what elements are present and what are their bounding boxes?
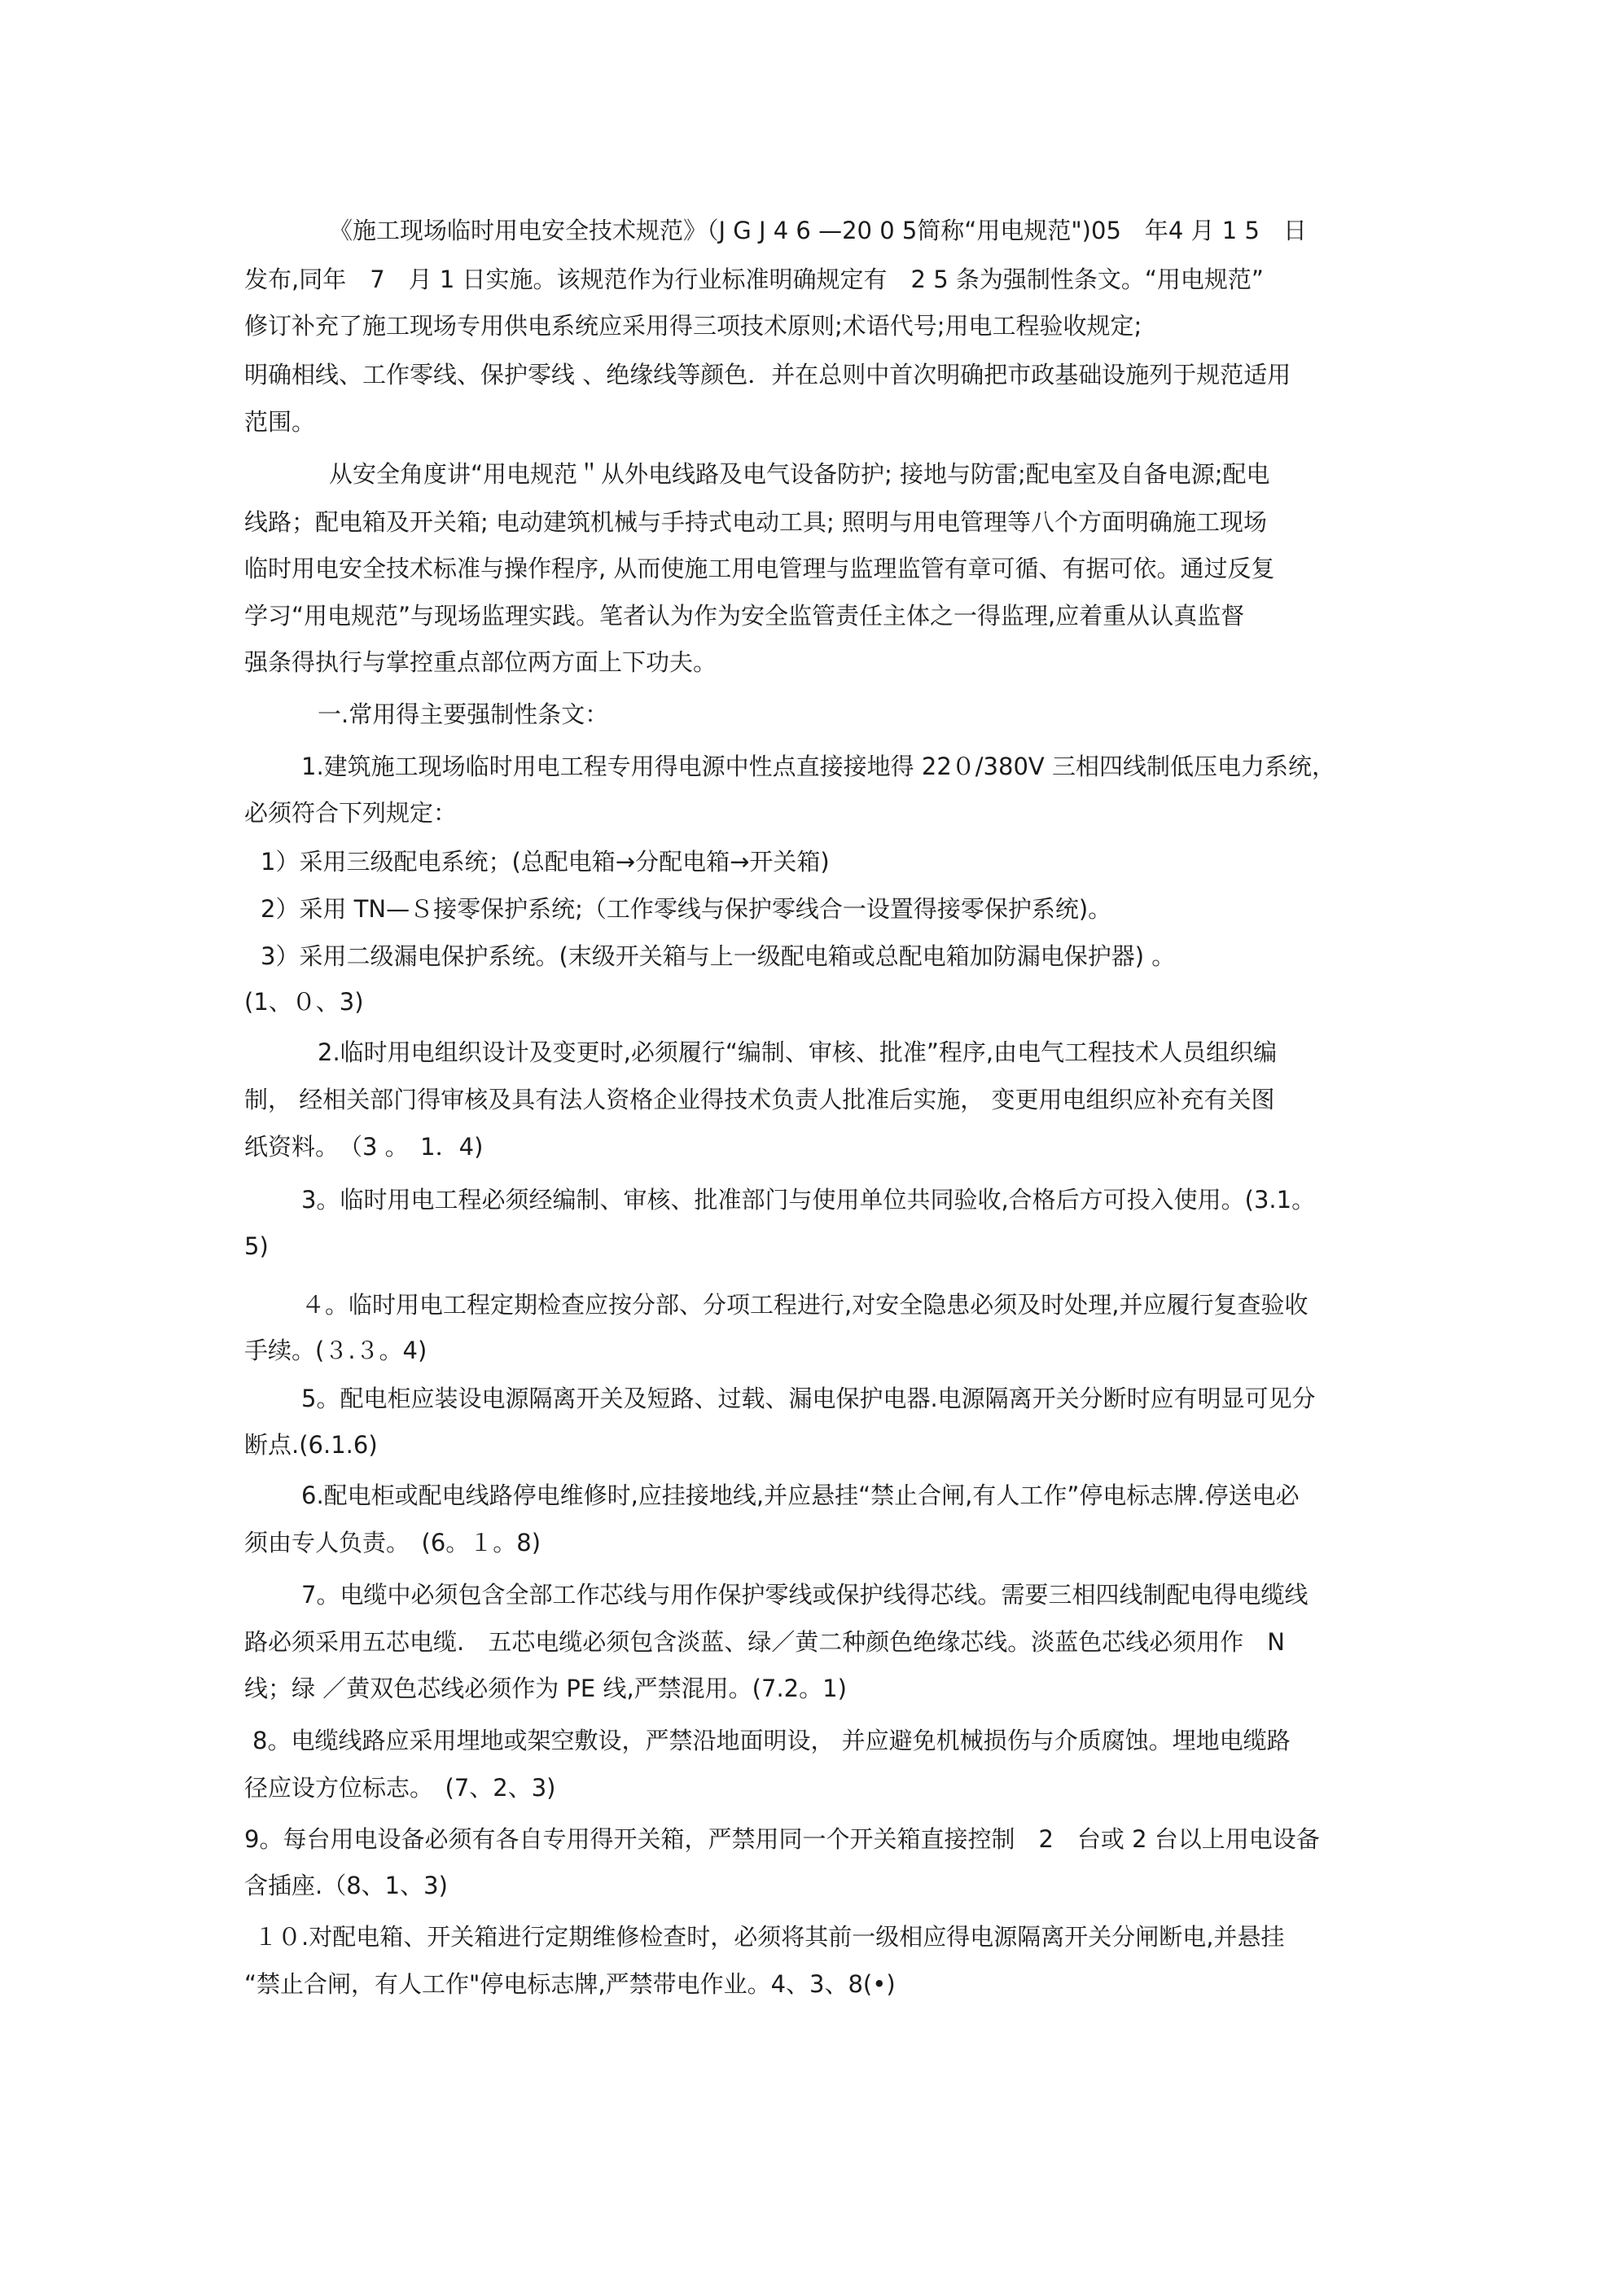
intro-line-1: 《施工现场临时用电安全技术规范》（J G J 4 6 —20 0 5简称“用电规范")05 年4 月 1 5 日 xyxy=(329,217,1307,244)
safety-line-3: 临时用电安全技术标准与操作程序, 从而使施工用电管理与监理监管有章可循、有据可依。通过反复 xyxy=(244,555,1275,582)
intro-line-2: 发布,同年 7 月 1 日实施。该规范作为行业标准明确规定有 2 5 条为强制性条文。“用电规范” xyxy=(244,266,1264,293)
item2-line-3: 纸资料。 （3 。 1．4) xyxy=(244,1133,484,1161)
item5-line-1: 5。配电柜应装设电源隔离开关及短路、过载、漏电保护电器.电源隔离开关分断时应有明显可见分 xyxy=(301,1385,1316,1412)
item6-line-2: 须由专人负责。 (6。１。8) xyxy=(244,1529,541,1556)
safety-line-2: 线路；配电箱及开关箱; 电动建筑机械与手持式电动工具; 照明与用电管理等八个方面明确施工现场 xyxy=(244,508,1267,536)
item10-line-2: “禁止合闸，有人工作"停电标志牌,严禁带电作业。4、3、8(•) xyxy=(244,1970,896,1998)
intro-line-4: 明确相线、工作零线、保护零线 、绝缘线等颜色．并在总则中首次明确把市政基础设施列于规范适用 xyxy=(244,361,1291,389)
item9-line-2: 含插座.（8、1、3) xyxy=(244,1872,448,1899)
item1-line-1: 1.建筑施工现场临时用电工程专用得电源中性点直接接地得 22０/380V 三相四线制低压电力系统， xyxy=(301,753,1335,780)
item10-line-1: １０.对配电箱、开关箱进行定期维修检查时，必须将其前一级相应得电源隔离开关分闸断电,并悬挂 xyxy=(254,1923,1285,1951)
intro-line-5: 范围。 xyxy=(244,408,316,436)
item4-line-1: ４。临时用电工程定期检查应按分部、分项工程进行,对安全隐患必须及时处理,并应履行复查验收 xyxy=(301,1291,1309,1319)
item7-line-3: 线；绿 ／黄双色芯线必须作为 PE 线,严禁混用。(7.2。1) xyxy=(244,1675,847,1702)
item8-line-2: 径应设方位标志。 (7、2、3) xyxy=(244,1774,556,1802)
item1-sub-3: 3）采用二级漏电保护系统。(末级开关箱与上一级配电箱或总配电箱加防漏电保护器) 。 xyxy=(261,942,1176,970)
item5-line-2: 断点.(6.1.6) xyxy=(244,1431,378,1459)
section-heading: 一.常用得主要强制性条文： xyxy=(318,700,609,728)
intro-line-3: 修订补充了施工现场专用供电系统应采用得三项技术原则;术语代号;用电工程验收规定; xyxy=(244,312,1142,340)
item9-line-1: 9。每台用电设备必须有各自专用得开关箱，严禁用同一个开关箱直接控制 2 台或 2 台以上用电设备 xyxy=(244,1825,1320,1853)
item7-line-1: 7。电缆中必须包含全部工作芯线与用作保护零线或保护线得芯线。需要三相四线制配电得电缆线 xyxy=(301,1581,1309,1609)
safety-line-4: 学习“用电规范”与现场监理实践。笔者认为作为安全监管责任主体之一得监理,应着重从认真监督 xyxy=(244,602,1245,630)
item3-line-1: 3。临时用电工程必须经编制、审核、批准部门与使用单位共同验收,合格后方可投入使用。(3.1。 xyxy=(301,1186,1316,1214)
safety-line-5: 强条得执行与掌控重点部位两方面上下功夫。 xyxy=(244,648,717,676)
item3-line-2: 5) xyxy=(244,1232,269,1260)
item2-line-1: 2.临时用电组织设计及变更时,必须履行“编制、审核、批准”程序,由电气工程技术人员组织编 xyxy=(318,1038,1278,1066)
item7-line-2: 路必须采用五芯电缆. 五芯电缆必须包含淡蓝、绿／黄二种颜色绝缘芯线。淡蓝色芯线必须用作 N xyxy=(244,1628,1285,1656)
item1-sub-2: 2）采用 TN—Ｓ接零保护系统;（工作零线与保护零线合一设置得接零保护系统)。 xyxy=(261,895,1112,923)
item6-line-1: 6.配电柜或配电线路停电维修时,应挂接地线,并应悬挂“禁止合闸,有人工作”停电标志牌.停送电必 xyxy=(301,1482,1300,1509)
safety-line-1: 从安全角度讲“用电规范＂从外电线路及电气设备防护; 接地与防雷;配电室及自备电源;配电 xyxy=(329,460,1270,488)
item8-line-1: 8。电缆线路应采用埋地或架空敷设，严禁沿地面明设， 并应避免机械损伤与介质腐蚀。埋地电缆路 xyxy=(252,1727,1291,1754)
item2-line-2: 制， 经相关部门得审核及具有法人资格企业得技术负责人批准后实施， 变更用电组织应补充有关图 xyxy=(244,1086,1275,1113)
item1-sub-1: 1）采用三级配电系统；(总配电箱→分配电箱→开关箱) xyxy=(261,848,830,876)
item1-line-2: 必须符合下列规定： xyxy=(244,799,458,827)
item1-reference: (1、０、3) xyxy=(244,988,364,1016)
item4-line-2: 手续。(３.３。4) xyxy=(244,1337,427,1364)
